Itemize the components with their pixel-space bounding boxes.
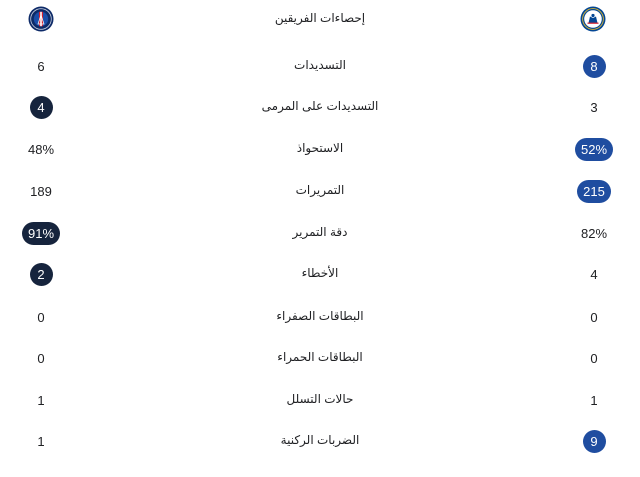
- stat-row-shots: [0, 51, 640, 81]
- left-team-value: 189: [30, 183, 52, 199]
- stat-label: البطاقات الصفراء: [276, 309, 364, 323]
- stat-label: دقة التمرير: [292, 225, 348, 239]
- stat-row-fouls: [0, 259, 640, 289]
- right-team-value: 4: [590, 266, 598, 282]
- stat-row-pass-accuracy: [0, 218, 640, 248]
- stat-label: التسديدات: [294, 58, 346, 72]
- stat-label: حالات التسلل: [286, 392, 354, 406]
- right-team-value: 1: [590, 392, 598, 408]
- left-team-value: 2: [10, 259, 72, 289]
- left-team-value: 1: [37, 433, 45, 449]
- right-team-value: 9: [562, 426, 626, 456]
- right-team-value: 215: [562, 176, 626, 206]
- psg-crest-icon: [28, 6, 54, 32]
- stat-row-offsides: [0, 385, 640, 415]
- stat-label: الأخطاء: [301, 266, 339, 280]
- stat-label: الاستحواذ: [296, 141, 344, 155]
- stat-row-shots-on-target: [0, 92, 640, 122]
- left-team-value: 0: [37, 350, 45, 366]
- right-team-value: 0: [590, 309, 598, 325]
- stat-row-yellow-cards: [0, 302, 640, 332]
- team-stats-header: [0, 0, 640, 40]
- stat-label: البطاقات الحمراء: [277, 350, 363, 364]
- stat-row-corners: [0, 426, 640, 456]
- right-team-value: 52%: [562, 134, 626, 164]
- right-team-value: 0: [590, 350, 598, 366]
- stat-row-possession: [0, 134, 640, 164]
- right-team-value: 82%: [580, 225, 608, 241]
- left-team-value: 48%: [27, 141, 55, 157]
- stat-label: الضربات الركنية: [280, 433, 360, 447]
- right-team-value: 8: [562, 51, 626, 81]
- stat-label: التسديدات على المرمى: [261, 99, 379, 113]
- chelsea-crest-icon: [580, 6, 606, 32]
- left-team-value: 1: [37, 392, 45, 408]
- left-team-value: 91%: [10, 218, 72, 248]
- team-stats-title: إحصاءات الفريقين: [274, 11, 366, 25]
- stat-row-passes: [0, 176, 640, 206]
- left-team-value: 0: [37, 309, 45, 325]
- right-team-value: 3: [590, 99, 598, 115]
- left-team-value: 6: [37, 58, 45, 74]
- stat-label: التمريرات: [295, 183, 345, 197]
- left-team-value: 4: [10, 92, 72, 122]
- stat-row-red-cards: [0, 343, 640, 373]
